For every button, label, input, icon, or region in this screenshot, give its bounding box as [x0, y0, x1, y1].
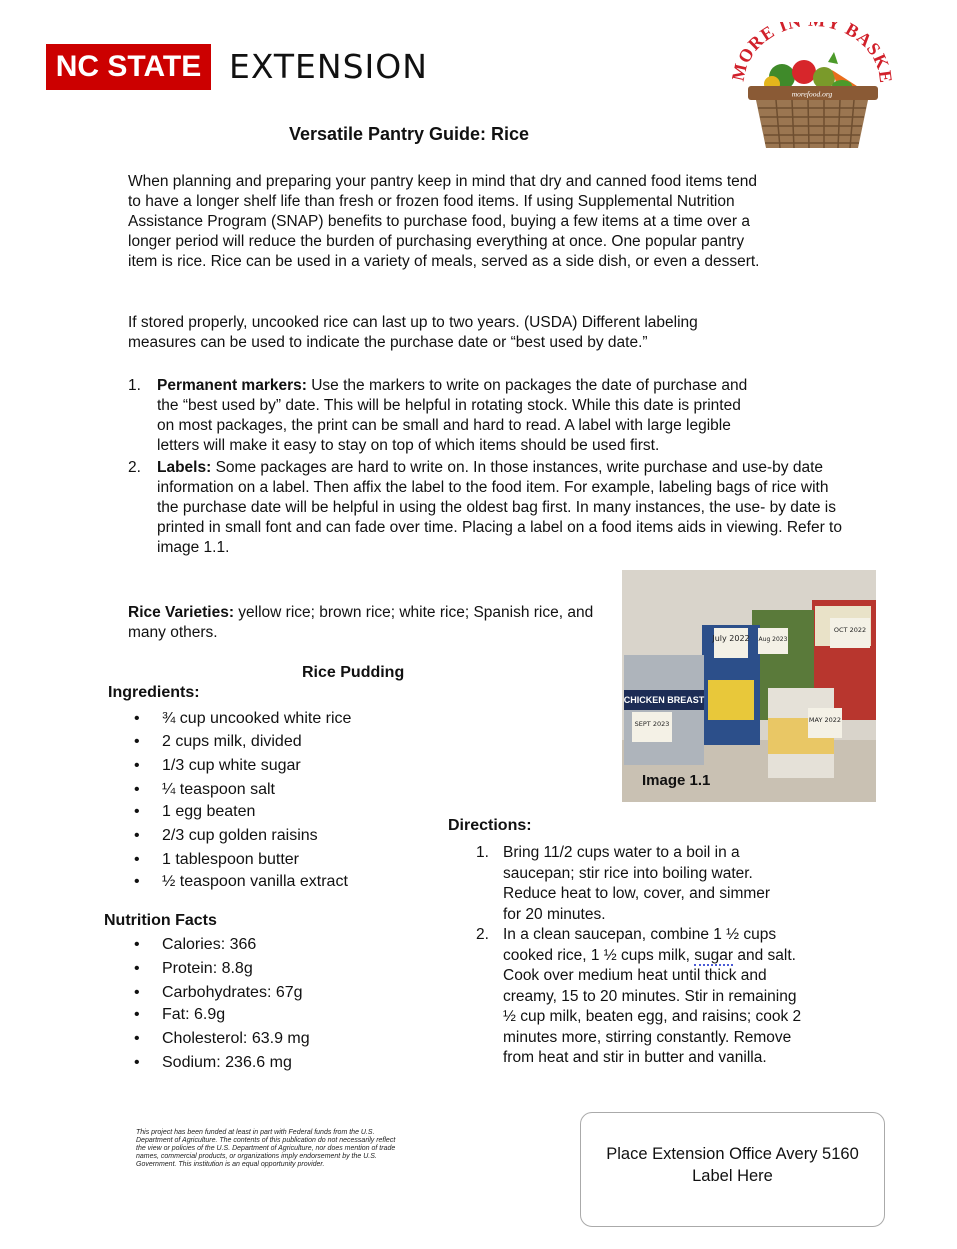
photo-label: OCT 2022 — [833, 626, 867, 634]
directions-list — [476, 843, 816, 1069]
directions-heading: Directions: — [448, 817, 532, 834]
funding-disclaimer: This project has been funded at least in part with Federal funds from the U.S. Department of Agriculture. The contents of this publication do not necessarily reflect the view or policies of the U.S. Department of Agriculture, nor does mention of trade names, commercial products, or organizations imply endorsement by the U.S. Government. This institution is an equal opportunity provider. — [136, 1129, 396, 1168]
page-title: Versatile Pantry Guide: Rice — [288, 124, 530, 144]
image-caption: Image 1.1 — [642, 772, 711, 789]
list-item — [476, 843, 816, 925]
nc-state-logo: NC STATE — [46, 44, 211, 90]
tip-text: Some packages are hard to write on. In those instances, write purchase and use-by date information on a label. Then affix the label to the food item. For example, labeling bags of rice with the purchase date will be helpful in using the oldest bag first. In many instances, the use- by date is printed in small font and can fade over time. Placing a label on a food items aids in viewing. Refer to image 1.1. — [157, 459, 842, 556]
nutrition-heading: Nutrition Facts — [104, 912, 217, 929]
direction-text: Bring 11/2 cups water to a boil in a saucepan; stir rice into boiling water. Reduce heat to low, cover, and simmer for 20 minutes. — [503, 844, 771, 923]
list-item — [128, 376, 753, 456]
nutrition-list: • Calories: 366 • Protein: 8.8g • Carbohydrates: 67g • Fat: 6.9g • Cholesterol: 63.9 mg • Sodium: 236.6 mg — [134, 936, 310, 1071]
tip-text: Use the markers to write on packages the date of purchase and the “best used by” date. This will be helpful in rotating stock. While this date is printed on most packages, the print can be small and hard to read. A label with large legible letters will make it easy to stay on top of which items should be used first. — [157, 377, 748, 454]
varieties-heading: Rice Varieties: — [128, 604, 234, 621]
direction-text: In a clean saucepan, combine 1 ½ cups cooked rice, 1 ½ cups milk, — [503, 926, 777, 964]
avery-label-placeholder — [580, 1112, 885, 1227]
list-number: 1. — [128, 377, 141, 394]
list-item — [476, 925, 816, 1069]
spellcheck-underlined-word: sugar — [694, 946, 734, 964]
list-number: 1. — [476, 844, 489, 861]
recipe-title: Rice Pudding — [302, 664, 405, 681]
labeled-cans-photo — [622, 570, 876, 802]
photo-label: Aug 2023 — [758, 636, 788, 643]
label-line-2: Label Here — [692, 1167, 773, 1185]
tip-heading: Permanent markers: — [157, 377, 307, 394]
labeling-tips-list — [128, 376, 848, 560]
direction-text: and salt. Cook over medium heat until thick and creamy, 15 to 20 minutes. Stir in remaining ½ cup milk, beaten egg, and raisins; cook 2 minutes more, stirring constantly. Remove from heat and stir in butter and vanilla. — [503, 946, 802, 1066]
list-number: 2. — [476, 926, 489, 943]
label-line-1: Place Extension Office Avery 5160 — [606, 1145, 859, 1163]
ingredients-heading: Ingredients: — [108, 684, 200, 701]
photo-label: July 2022 — [712, 634, 750, 643]
tip-heading: Labels: — [157, 459, 212, 476]
basket-arc-text: ORE I Y BASK — [733, 22, 892, 73]
photo-can-text: CHICKEN BREAST — [623, 695, 705, 705]
extension-wordmark: EXTENSION — [229, 47, 428, 86]
photo-label: SEPT 2023 — [634, 720, 670, 728]
list-number: 2. — [128, 459, 141, 476]
ingredients-list: • ¾ cup uncooked white rice • 2 cups milk, divided • 1/3 cup white sugar • ¼ teaspoon salt • 1 egg beaten • 2/3 cup golden raisins • 1 tablespoon butter • ½ teaspoon vanilla extract — [134, 710, 352, 890]
rice-varieties — [128, 603, 608, 643]
list-item — [128, 458, 848, 558]
photo-label: MAY 2022 — [808, 716, 842, 724]
storage-paragraph: If stored properly, uncooked rice can last up to two years. (USDA) Different labeling measures can be used to indicate the purchase date or “best used by date.” — [128, 314, 698, 351]
basket-url: morefood.org — [791, 89, 833, 99]
varieties-text: yellow rice; brown rice; white rice; Spanish rice, and many others. — [128, 604, 594, 641]
intro-paragraph: When planning and preparing your pantry keep in mind that dry and canned food items tend to have a longer shelf life than fresh or frozen food items. If using Supplemental Nutrition Assistance Program (SNAP) benefits to purchase food, buying a few items at a time over a longer period will reduce the burden of purchasing everything at once. One popular pantry item is rice. Rice can be used in a variety of meals, served as a side dish, or even a dessert. — [128, 173, 760, 270]
